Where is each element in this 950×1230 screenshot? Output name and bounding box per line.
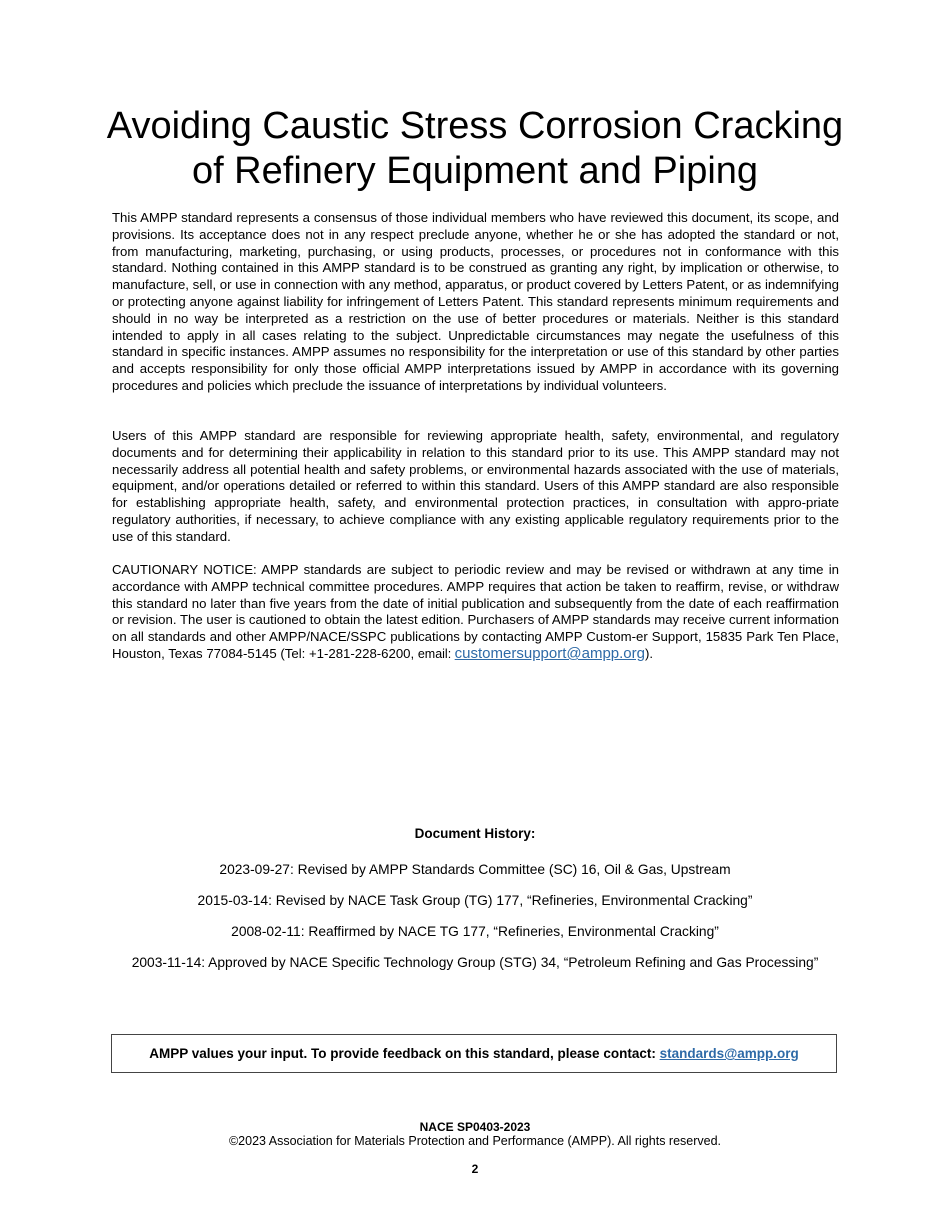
cautionary-notice-paragraph <box>112 562 839 663</box>
history-entry: 2003-11-14: Approved by NACE Specific Technology Group (STG) 34, “Petroleum Refining and Gas Processing” <box>131 955 819 970</box>
standard-code: NACE SP0403-2023 <box>419 1120 531 1134</box>
cautionary-notice-end: ). <box>644 645 654 661</box>
standards-email-link[interactable]: standards@ampp.org <box>659 1046 799 1061</box>
document-title <box>60 104 890 194</box>
feedback-box <box>111 1034 837 1073</box>
title-line-2: of Refinery Equipment and Piping <box>191 150 759 192</box>
title-line-1: Avoiding Caustic Stress Corrosion Cracking <box>106 105 844 147</box>
user-responsibility-paragraph: Users of this AMPP standard are responsible for reviewing appropriate health, safety, environmental, and regulatory documents and for determining their applicability in relation to this standard prior to its use. This AMPP standard may not necessarily address all potential health and safety problems, or environmental hazards associated with the use of materials, equipment, and/or operations detailed or referred to within this standard. Users of this AMPP standard are also responsible for establishing appropriate health, safety, and environmental protection practices, in consultation with appro-priate regulatory authorities, if necessary, to achieve compliance with any existing applicable regulatory requirements prior to the use of this standard. <box>112 428 839 544</box>
customer-support-email-link[interactable]: customersupport@ampp.org <box>454 644 645 662</box>
consensus-paragraph: This AMPP standard represents a consensus of those individual members who have reviewed this document, its scope, and provisions. Its acceptance does not in any respect preclude anyone, whether he or she has adopted the standard or not, from manufacturing, marketing, purchasing, or using products, processes, or procedures not in conformance with this standard. Nothing contained in this AMPP standard is to be construed as granting any right, by implication or otherwise, to manufacture, sell, or use in connection with any method, apparatus, or product covered by Letters Patent, or as indemnifying or protecting anyone against liability for infringement of Letters Patent. This standard represents minimum requirements and should in no way be interpreted as a restriction on the use of better procedures or materials. Neither is this standard intended to apply in all cases relating to the subject. Unpredictable circumstances may negate the usefulness of this standard in specific instances. AMPP assumes no responsibility for the interpretation or use of this standard by other parties and accepts responsibility for only those official AMPP interpretations issued by AMPP in accordance with its governing procedures and policies which preclude the issuance of interpretations by individual volunteers. <box>112 210 839 393</box>
cautionary-notice-text: CAUTIONARY NOTICE: AMPP standards are subject to periodic review and may be revised or withdrawn at any time in accordance with AMPP technical committee procedures. AMPP requires that action be taken to reaffirm, revise, or withdraw this standard no later than five years from the date of initial publication and subsequently from the date of each reaffirmation or revision. The user is cautioned to obtain the latest edition. Purchasers of AMPP standards may receive current information on all standards and other AMPP/NACE/SSPC publications by contacting AMPP Custom-er Support, 15835 Park Ten Place, Houston, Texas 77084-5145 (Tel: +1-281-228-6200, <box>112 562 839 661</box>
page-number: 2 <box>471 1162 479 1176</box>
feedback-text: AMPP values your input. To provide feedback on this standard, please contact: <box>149 1046 660 1061</box>
email-label: email: <box>417 646 455 661</box>
history-entry: 2023-09-27: Revised by AMPP Standards Committee (SC) 16, Oil & Gas, Upstream <box>219 862 731 877</box>
document-history-list <box>0 860 950 984</box>
copyright-notice: ©2023 Association for Materials Protection and Performance (AMPP). All rights reserved. <box>228 1134 722 1148</box>
history-entry: 2015-03-14: Revised by NACE Task Group (TG) 177, “Refineries, Environmental Cracking” <box>197 893 753 908</box>
document-history-heading: Document History: <box>414 826 536 841</box>
history-entry: 2008-02-11: Reaffirmed by NACE TG 177, “Refineries, Environmental Cracking” <box>231 924 719 939</box>
